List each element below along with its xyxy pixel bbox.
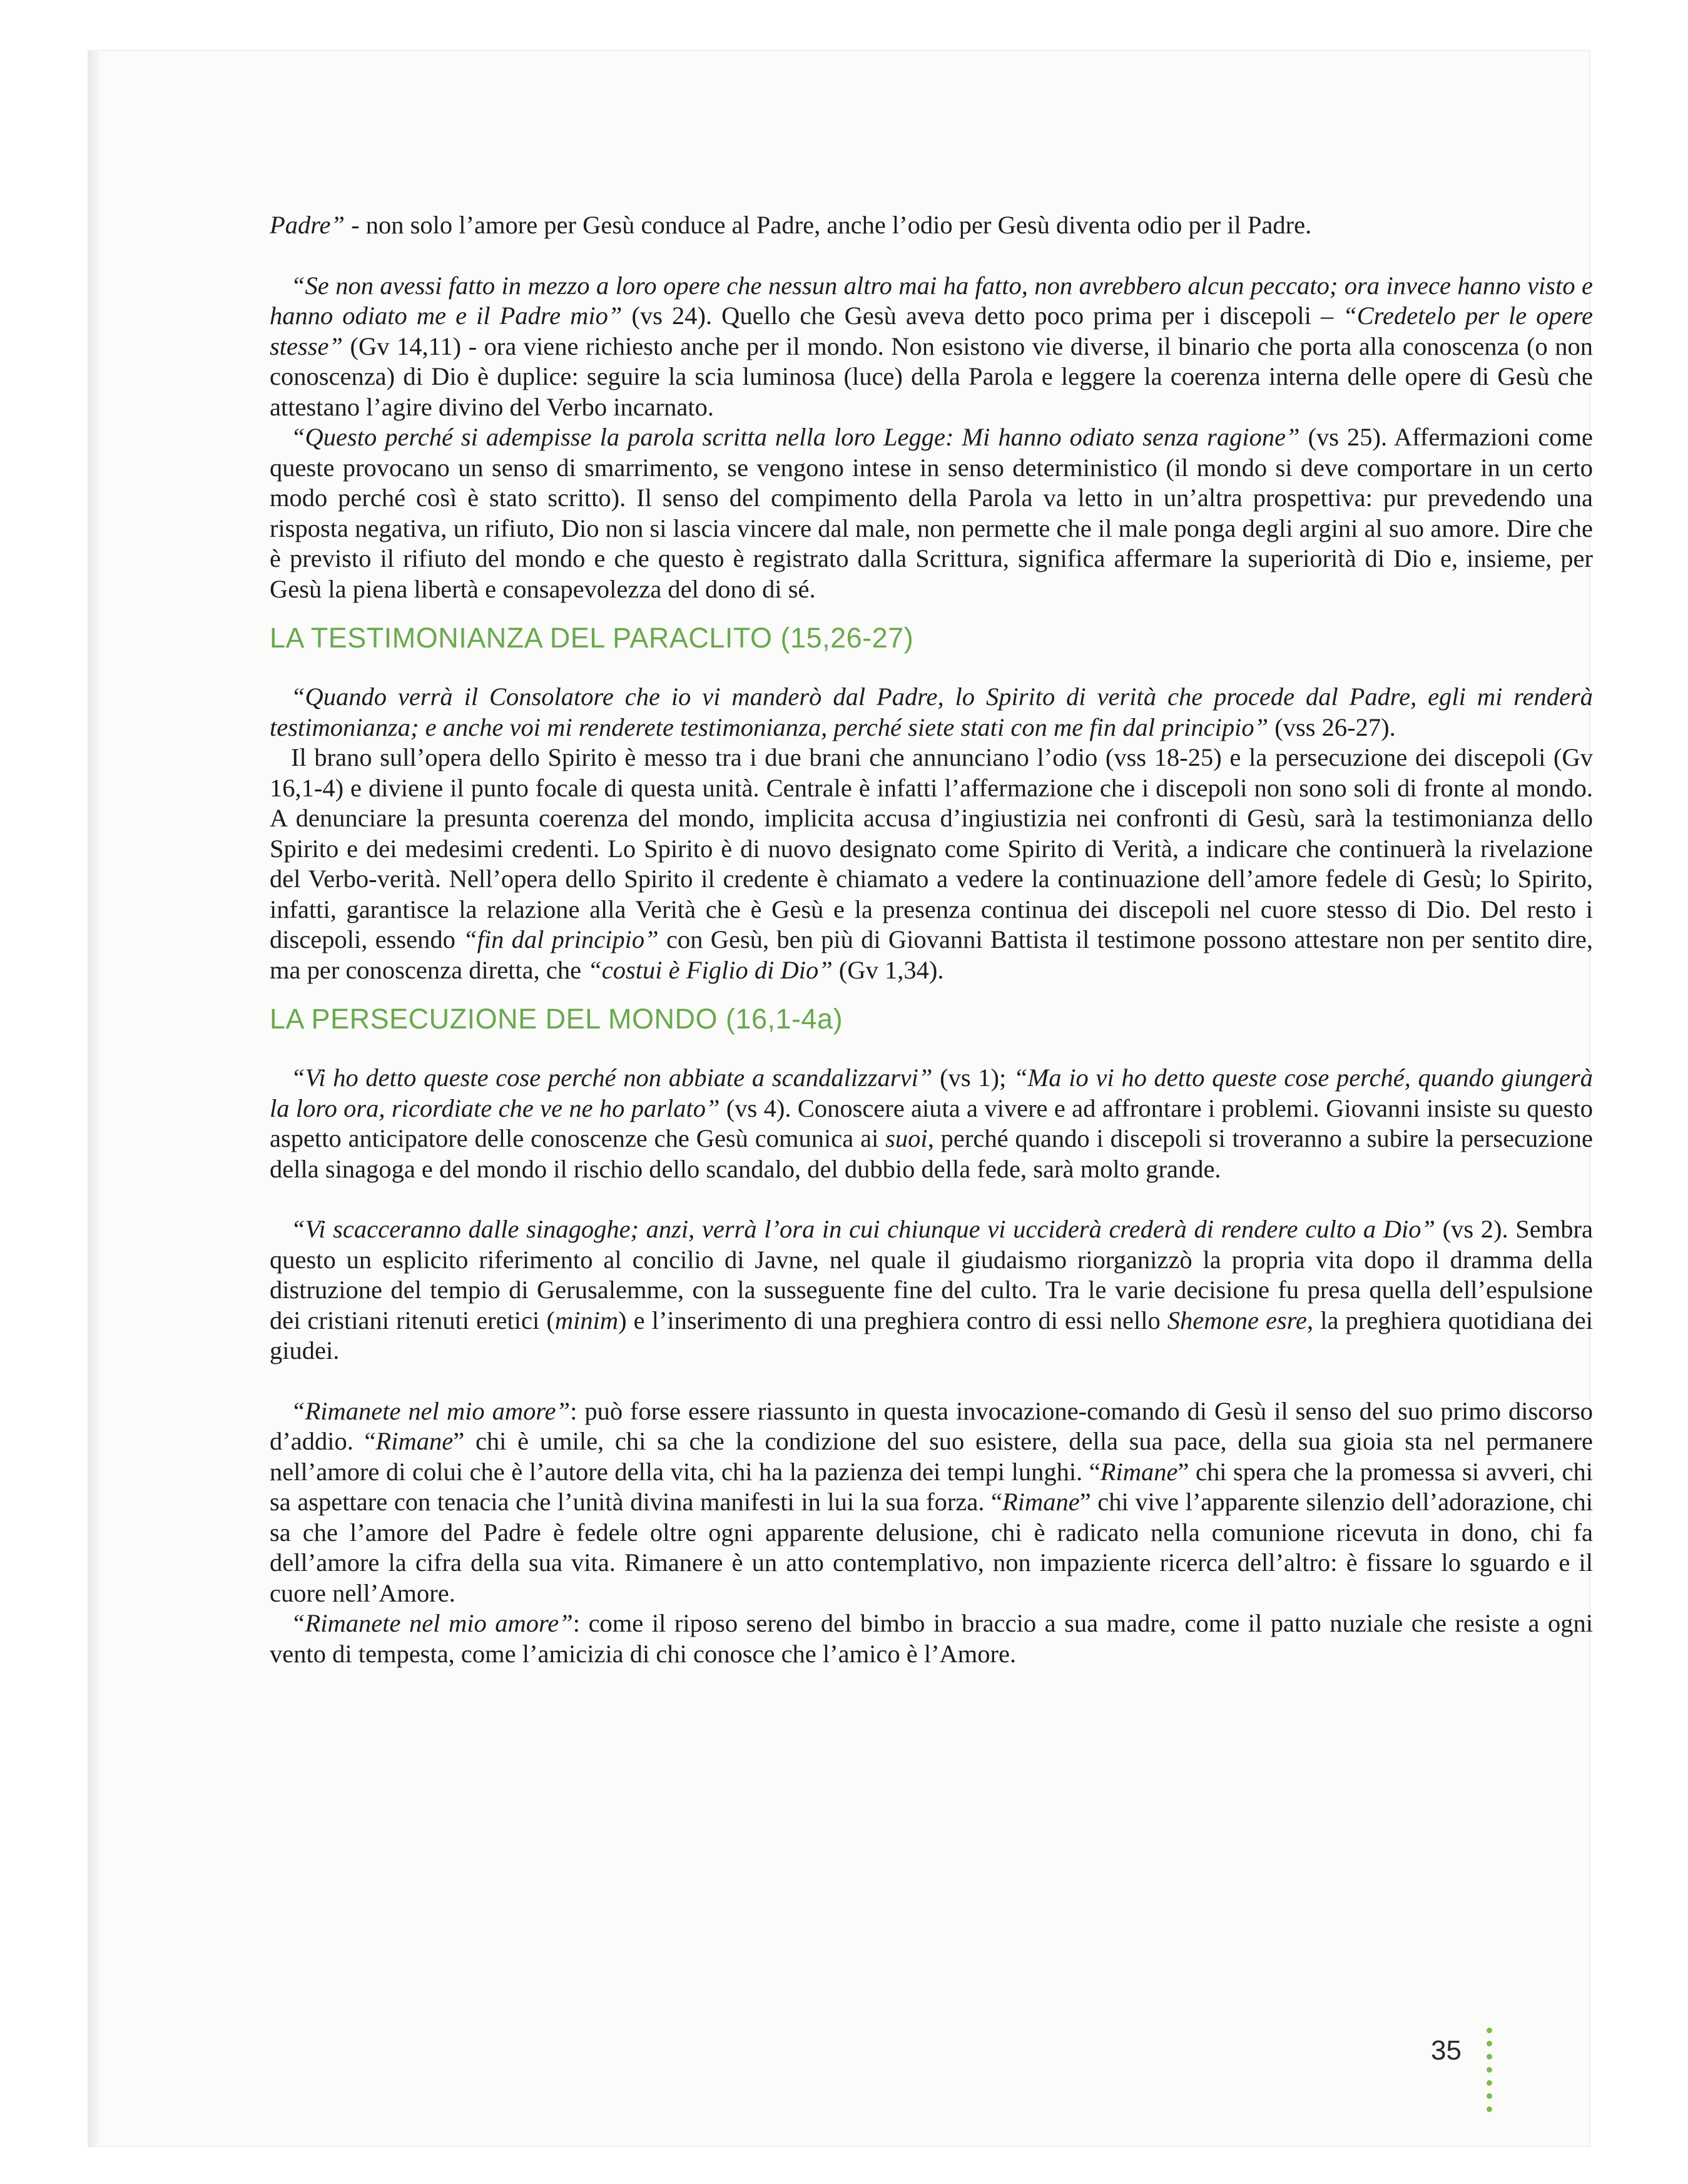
dot (1487, 2028, 1492, 2033)
paragraph (270, 1214, 1593, 1366)
paragraph (270, 1396, 1593, 1609)
quote: “Rimanete nel mio amore” (291, 1609, 573, 1637)
emphasis: Rimane (1002, 1488, 1080, 1516)
text: Il brano sull’opera dello Spirito è messo tra i due brani che annunciano l’odio (vss 18-25) e la persecuzione dei discepoli (Gv 16,1-4) e diviene il punto focale di questa unità. Centrale è infatti l’affermazione che i discepoli non sono soli di fronte al mondo. A denunciare la presunta coerenza del mondo, implicita accusa d’ingiustizia nei confronti di Gesù, sarà la testimonianza dello Spirito e dei medesimi credenti. Lo Spirito è di nuovo designato come Spirito di Verità, a indicare che continuerà la rivelazione del Verbo-verità. Nell’opera dello Spirito il credente è chiamato a vedere la continuazione dell’amore fedele di Gesù; lo Spirito, infatti, garantisce la relazione alla Verità che è Gesù e la presenza continua dei discepoli nel cuore stesso di Dio. Del resto i discepoli, essendo (270, 743, 1593, 953)
page-sheet (88, 50, 1594, 2147)
quote: Padre” (270, 211, 345, 239)
emphasis: suoi (885, 1124, 928, 1152)
text: con Gesù, ben più di Giovanni Battista il testimone possono attestare non per sentito dire, ma per conoscenza diretta, che (270, 925, 1593, 984)
emphasis: Shemone esre (1167, 1306, 1308, 1334)
paragraph (270, 682, 1593, 743)
quote: “costui è Figlio di Dio” (587, 955, 833, 984)
text: - non solo l’amore per Gesù conduce al Padre, anche l’odio per Gesù diventa odio per il Padre. (345, 211, 1312, 239)
dot (1487, 2041, 1492, 2046)
paragraph (270, 271, 1593, 423)
paragraph (270, 1063, 1593, 1184)
text: : come il riposo sereno del bimbo in braccio a sua madre, come il patto nuziale che resiste a ogni vento di tempesta, come l’amicizia di chi conosce che l’amico è l’Amore. (270, 1609, 1593, 1668)
text: (vs 25). Affermazioni come queste provocano un senso di smarrimento, se vengono intese in senso deterministico (il mondo si deve comportare in un certo modo perché così è stato scritto). Il senso del compimento della Parola va letto in un’altra prospettiva: pur prevedendo una risposta negativa, un rifiuto, Dio non si lascia vincere dal male, non permette che il male ponga degli argini al suo amore. Dire che è previsto il rifiuto del mondo e che questo è registrato dalla Scrittura, significa affermare la superiorità di Dio e, insieme, per Gesù la piena libertà e consapevolezza del dono di sé. (270, 423, 1593, 603)
dot (1487, 2067, 1492, 2073)
dot (1487, 2106, 1492, 2112)
paragraph (270, 743, 1593, 985)
decorative-dots (1487, 2028, 1493, 2120)
dot (1487, 2093, 1492, 2099)
text: , la preghiera quotidiana dei giudei. (270, 1306, 1593, 1364)
text: (vss 26-27). (1268, 713, 1396, 741)
dot (1487, 2080, 1492, 2086)
text: ” chi spera che la promessa si avveri, chi sa aspettare con tenacia che l’unità divina manifesti in lui la sua forza. “ (270, 1457, 1594, 1516)
emphasis: Rimane (375, 1427, 454, 1455)
emphasis: minim (554, 1306, 619, 1334)
paragraph (270, 210, 1593, 241)
text: ) e l’inserimento di una preghiera contro di essi nello (618, 1306, 1167, 1334)
quote: “Vi ho detto queste cose perché non abbiate a scandalizzarvi” (291, 1064, 933, 1092)
text: (vs 1); (932, 1064, 1014, 1092)
dot (1487, 2054, 1492, 2060)
section-heading: LA PERSECUZIONE DEL MONDO (16,1-4a) (270, 1003, 843, 1035)
paragraph (270, 1608, 1593, 1669)
quote: “Rimanete nel mio amore” (291, 1396, 571, 1425)
text: (vs 2). Sembra questo un esplicito riferimento al concilio di Javne, nel quale il giudaismo riorganizzò la propria vita dopo il dramma della distruzione del tempio di Gerusalemme, con la susseguente fine del culto. Tra le varie decisione fu presa quella dell’espulsione dei cristiani ritenuti eretici ( (270, 1215, 1593, 1334)
text: (vs 24). Quello che Gesù aveva detto poco prima per i discepoli – (622, 302, 1343, 330)
quote: “Vi scacceranno dalle sinagoghe; anzi, verrà l’ora in cui chiunque vi ucciderà crederà di rendere culto a Dio” (291, 1215, 1436, 1243)
paragraph (270, 422, 1593, 604)
text: , perché quando i discepoli si troveranno a subire la persecuzione della sinagoga e del mondo il rischio dello scandalo, del dubbio della fede, sarà molto grande. (270, 1124, 1593, 1183)
text: (Gv 1,34). (832, 955, 944, 984)
binding-fold (88, 51, 99, 2146)
quote: “Ma io vi ho detto queste cose perché, quando giungerà la loro ora, ricordiate che ve ne ho parlato” (270, 1064, 1593, 1122)
text: (Gv 14,11) - ora viene richiesto anche per il mondo. Non esistono vie diverse, il binario che porta alla conoscenza (o non conoscenza) di Dio è duplice: seguire la scia luminosa (luce) della Parola e leggere la coerenza interna delle opere di Gesù che attestano l’agire divino del Verbo incarnato. (270, 332, 1593, 421)
quote: “Questo perché si adempisse la parola scritta nella loro Legge: Mi hanno odiato senza ragione” (291, 423, 1300, 451)
quote: “fin dal principio” (463, 925, 659, 953)
quote: “Quando verrà il Consolatore che io vi manderò dal Padre, lo Spirito di verità che procede dal Padre, egli mi renderà testimonianza; e anche voi mi renderete testimonianza, perché siete stati con me fin dal principio” (270, 683, 1593, 741)
page-number: 35 (1431, 2035, 1462, 2066)
quote: “Credetelo per le opere stesse” (270, 302, 1593, 360)
quote: “Se non avessi fatto in mezzo a loro opere che nessun altro mai ha fatto, non avrebbero alcun peccato; ora invece hanno visto e hanno odiato me e il Padre mio” (270, 271, 1593, 330)
emphasis: Rimane (1100, 1457, 1178, 1486)
text: : può forse essere riassunto in questa invocazione-comando di Gesù il senso del suo primo discorso d’addio. “ (270, 1396, 1593, 1455)
section-heading: LA TESTIMONIANZA DEL PARACLITO (15,26-27) (270, 622, 914, 654)
text: (vs 4). Conoscere aiuta a vivere e ad affrontare i problemi. Giovanni insiste su questo aspetto anticipatore delle conoscenze che Gesù comunica ai (270, 1094, 1593, 1152)
text: ” chi vive l’apparente silenzio dell’adorazione, chi sa che l’amore del Padre è fedele oltre ogni apparente delusione, chi è radicato nella comunione ricevuta in dono, chi fa dell’amore la cifra della sua vita. Rimanere è un atto contemplativo, non impaziente ricerca dell’altro: è fissare lo sguardo e il cuore nell’Amore. (270, 1488, 1593, 1607)
text: ” chi è umile, chi sa che la condizione del suo esistere, della sua pace, della sua gioia sta nel permanere nell’amore di colui che è l’autore della vita, chi ha la pazienza dei tempi lunghi. “ (270, 1427, 1593, 1486)
article-body (270, 210, 1593, 1669)
